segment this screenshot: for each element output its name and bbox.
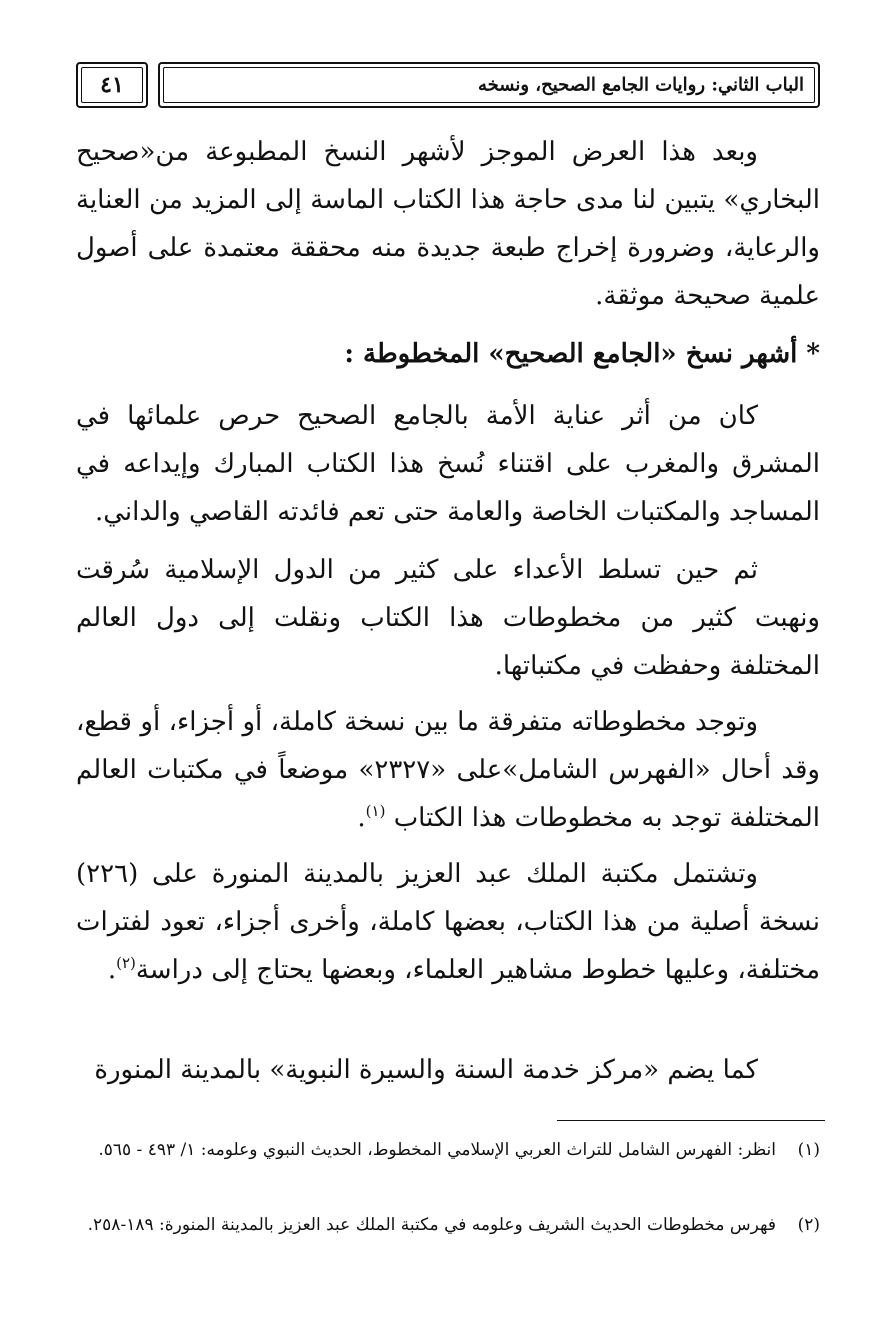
paragraph-5 — [76, 850, 820, 994]
paragraph-6 — [76, 1046, 820, 1094]
running-header-title: الباب الثاني: روايات الجامع الصحيح، ونسخه — [478, 74, 804, 96]
paragraph-4 — [76, 698, 820, 842]
page-number: ٤١ — [100, 72, 124, 98]
paragraph-4-text: وتوجد مخطوطاته متفرقة ما بين نسخة كاملة، أو أجزاء، أو قطع، وقد أحال «الفهرس الشامل»على «٢٣٢٧» موضعاً في مكتبات العالم المختلفة توجد به مخطوطات هذا الكتاب — [76, 707, 820, 833]
footnote-ref-2[interactable]: (٢) — [116, 954, 136, 972]
paragraph-3-text: ثم حين تسلط الأعداء على كثير من الدول الإسلامية سُرقت ونهبت كثير من مخطوطات هذا الكتاب ونقلت إلى دول العالم المختلفة وحفظت في مكتباتها. — [76, 555, 820, 681]
footnote-1 — [76, 1135, 820, 1165]
paragraph-6-text: كما يضم «مركز خدمة السنة والسيرة النبوية» بالمدينة المنورة — [94, 1055, 758, 1085]
footnote-ref-1[interactable]: (١) — [365, 802, 386, 820]
paragraph-4-end: . — [357, 803, 366, 833]
paragraph-5-text: وتشتمل مكتبة الملك عبد العزيز بالمدينة المنورة على (٢٢٦) نسخة أصلية من هذا الكتاب، بعضها كاملة، وأخرى أجزاء، تعود لفترات مختلفة، وعليها خطوط مشاهير العلماء، وبعضها يحتاج إلى دراسة — [76, 859, 820, 985]
paragraph-2 — [76, 392, 820, 536]
paragraph-2-text: كان من أثر عناية الأمة بالجامع الصحيح حرص علمائها في المشرق والمغرب على اقتناء نُسخ هذا الكتاب المبارك وإيداعه في المساجد والمكتبات الخاصة والعامة حتى تعم فائدته القاصي والداني. — [76, 401, 820, 527]
footnote-separator — [557, 1120, 825, 1121]
running-header-frame — [158, 62, 820, 108]
paragraph-3 — [76, 546, 820, 690]
footnote-2-text: فهرس مخطوطات الحديث الشريف وعلومه في مكتبة الملك عبد العزيز بالمدينة المنورة: ١٨٩-٢٥٨. — [87, 1215, 776, 1235]
footnote-1-text: انظر: الفهرس الشامل للتراث العربي الإسلامي المخطوط، الحديث النبوي وعلومه: ١/ ٤٩٣ - ٥٦٥. — [98, 1140, 776, 1160]
footnote-1-number: (١) — [797, 1140, 820, 1160]
footnote-2 — [76, 1210, 820, 1240]
page-number-frame — [76, 62, 148, 108]
footnote-2-number: (٢) — [797, 1215, 820, 1235]
paragraph-1-text: وبعد هذا العرض الموجز لأشهر النسخ المطبوعة من«صحيح البخاري» يتبين لنا مدى حاجة هذا الكتاب الماسة إلى المزيد من العناية والرعاية، وضرورة إخراج طبعة جديدة منه محققة معتمدة على أصول علمية صحيحة موثقة. — [76, 137, 820, 311]
paragraph-1 — [76, 128, 820, 320]
section-heading: * أشهر نسخ «الجامع الصحيح» المخطوطة : — [344, 339, 820, 369]
paragraph-5-end: . — [107, 955, 117, 985]
